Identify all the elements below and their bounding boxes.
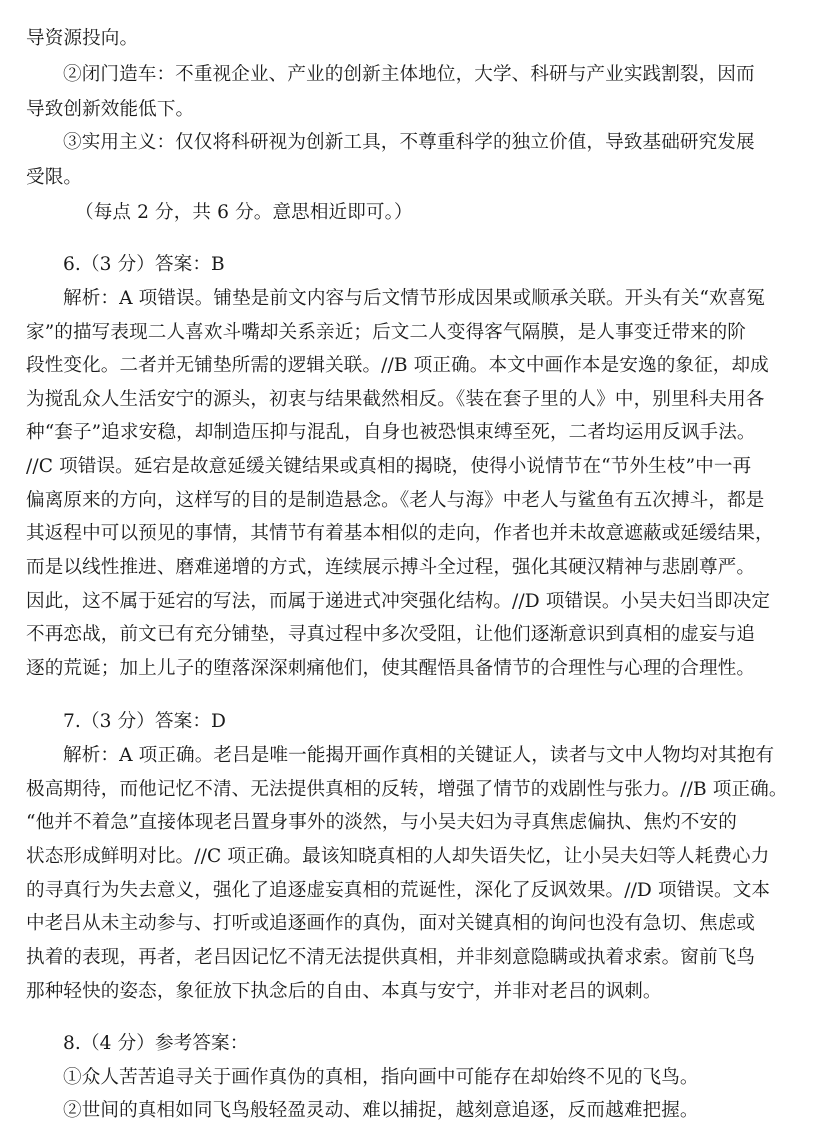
text-line: ②世间的真相如同飞鸟般轻盈灵动、难以捕捉，越刻意追逐，反而越难把握。 bbox=[63, 1100, 699, 1121]
text-line: 导致创新效能低下。 bbox=[26, 99, 195, 120]
text-line: 因此，这不属于延宕的写法，而属于递进式冲突强化结构。//D 项错误。小吴夫妇当即决定 bbox=[26, 591, 771, 612]
text-line: 偏离原来的方向，这样写的目的是制造悬念。《老人与海》中老人与鲨鱼有五次搏斗，都是 bbox=[26, 490, 765, 511]
text-line: 解析：A 项错误。铺垫是前文内容与后文情节形成因果或顺承关联。开头有关“欢喜冤 bbox=[63, 288, 766, 309]
question-heading: 7.（3 分）答案：D bbox=[63, 711, 227, 732]
question-heading: 8.（4 分）参考答案： bbox=[63, 1033, 249, 1054]
text-line: 而是以线性推进、磨难递增的方式，连续展示搏斗全过程，强化其硬汉精神与悲剧尊严。 bbox=[26, 557, 756, 578]
text-line: 的寻真行为失去意义，强化了追逐虚妄真相的荒诞性，深化了反讽效果。//D 项错误。文本 bbox=[26, 880, 771, 901]
text-line: 执着的表现，再者，老吕因记忆不清无法提供真相，并非刻意隐瞒或执着求索。窗前飞鸟 bbox=[26, 947, 756, 968]
text-line: 种“套子”追求安稳，却制造压抑与混乱，自身也被恐惧束缚至死，二者均运用反讽手法。 bbox=[26, 422, 756, 443]
text-line: 家”的描写表现二人喜欢斗嘴却关系亲近；后文二人变得客气隔膜，是人事变迁带来的阶 bbox=[26, 322, 746, 343]
text-line: ②闭门造车：不重视企业、产业的创新主体地位，大学、科研与产业实践割裂，因而 bbox=[63, 64, 755, 85]
text-line: “他并不着急”直接体现老吕置身事外的淡然，与小吴夫妇为寻真焦虑偏执、焦灼不安的 bbox=[26, 812, 737, 833]
text-line: ③实用主义：仅仅将科研视为创新工具，不尊重科学的独立价值，导致基础研究发展 bbox=[63, 132, 755, 153]
text-line: 状态形成鲜明对比。//C 项正确。最该知晓真相的人却失语失忆，让小吴夫妇等人耗费心力 bbox=[26, 846, 770, 867]
text-line: //C 项错误。延宕是故意延缓关键结果或真相的揭晓，使得小说情节在“节外生枝”中一再 bbox=[26, 456, 752, 477]
text-line: （每点 2 分，共 6 分。意思相近即可。） bbox=[75, 202, 413, 223]
text-line: 导资源投向。 bbox=[26, 28, 139, 49]
text-line: 那种轻快的姿态，象征放下执念后的自由、本真与安宁，并非对老吕的讽刺。 bbox=[26, 981, 662, 1002]
text-line: 受限。 bbox=[26, 167, 83, 188]
text-line: 极高期待，而他记忆不清、无法提供真相的反转，增强了情节的戏剧性与张力。//B 项正确。 bbox=[26, 779, 788, 800]
text-line: 解析：A 项正确。老吕是唯一能揭开画作真相的关键证人，读者与文中人物均对其抱有 bbox=[63, 745, 775, 766]
text-line: 中老吕从未主动参与、打听或追逐画作的真伪，面对关键真相的询问也没有急切、焦虑或 bbox=[26, 913, 756, 934]
text-line: 不再恋战，前文已有充分铺垫，寻真过程中多次受阻，让他们逐渐意识到真相的虚妄与追 bbox=[26, 624, 756, 645]
text-line: 逐的荒诞；加上儿子的堕落深深刺痛他们，使其醒悟具备情节的合理性与心理的合理性。 bbox=[26, 658, 756, 679]
text-line: 段性变化。二者并无铺垫所需的逻辑关联。//B 项正确。本文中画作本是安逸的象征，却成 bbox=[26, 355, 769, 376]
text-line: 其返程中可以预见的事情，其情节有着基本相似的走向，作者也并未故意遮蔽或延缓结果， bbox=[26, 523, 774, 544]
text-line: ①众人苦苦追寻关于画作真伪的真相，指向画中可能存在却始终不见的飞鸟。 bbox=[63, 1067, 699, 1088]
text-line: 为搅乱众人生活安宁的源头，初衷与结果截然相反。《装在套子里的人》中，别里科夫用各 bbox=[26, 389, 765, 410]
question-heading: 6.（3 分）答案：B bbox=[63, 254, 225, 275]
